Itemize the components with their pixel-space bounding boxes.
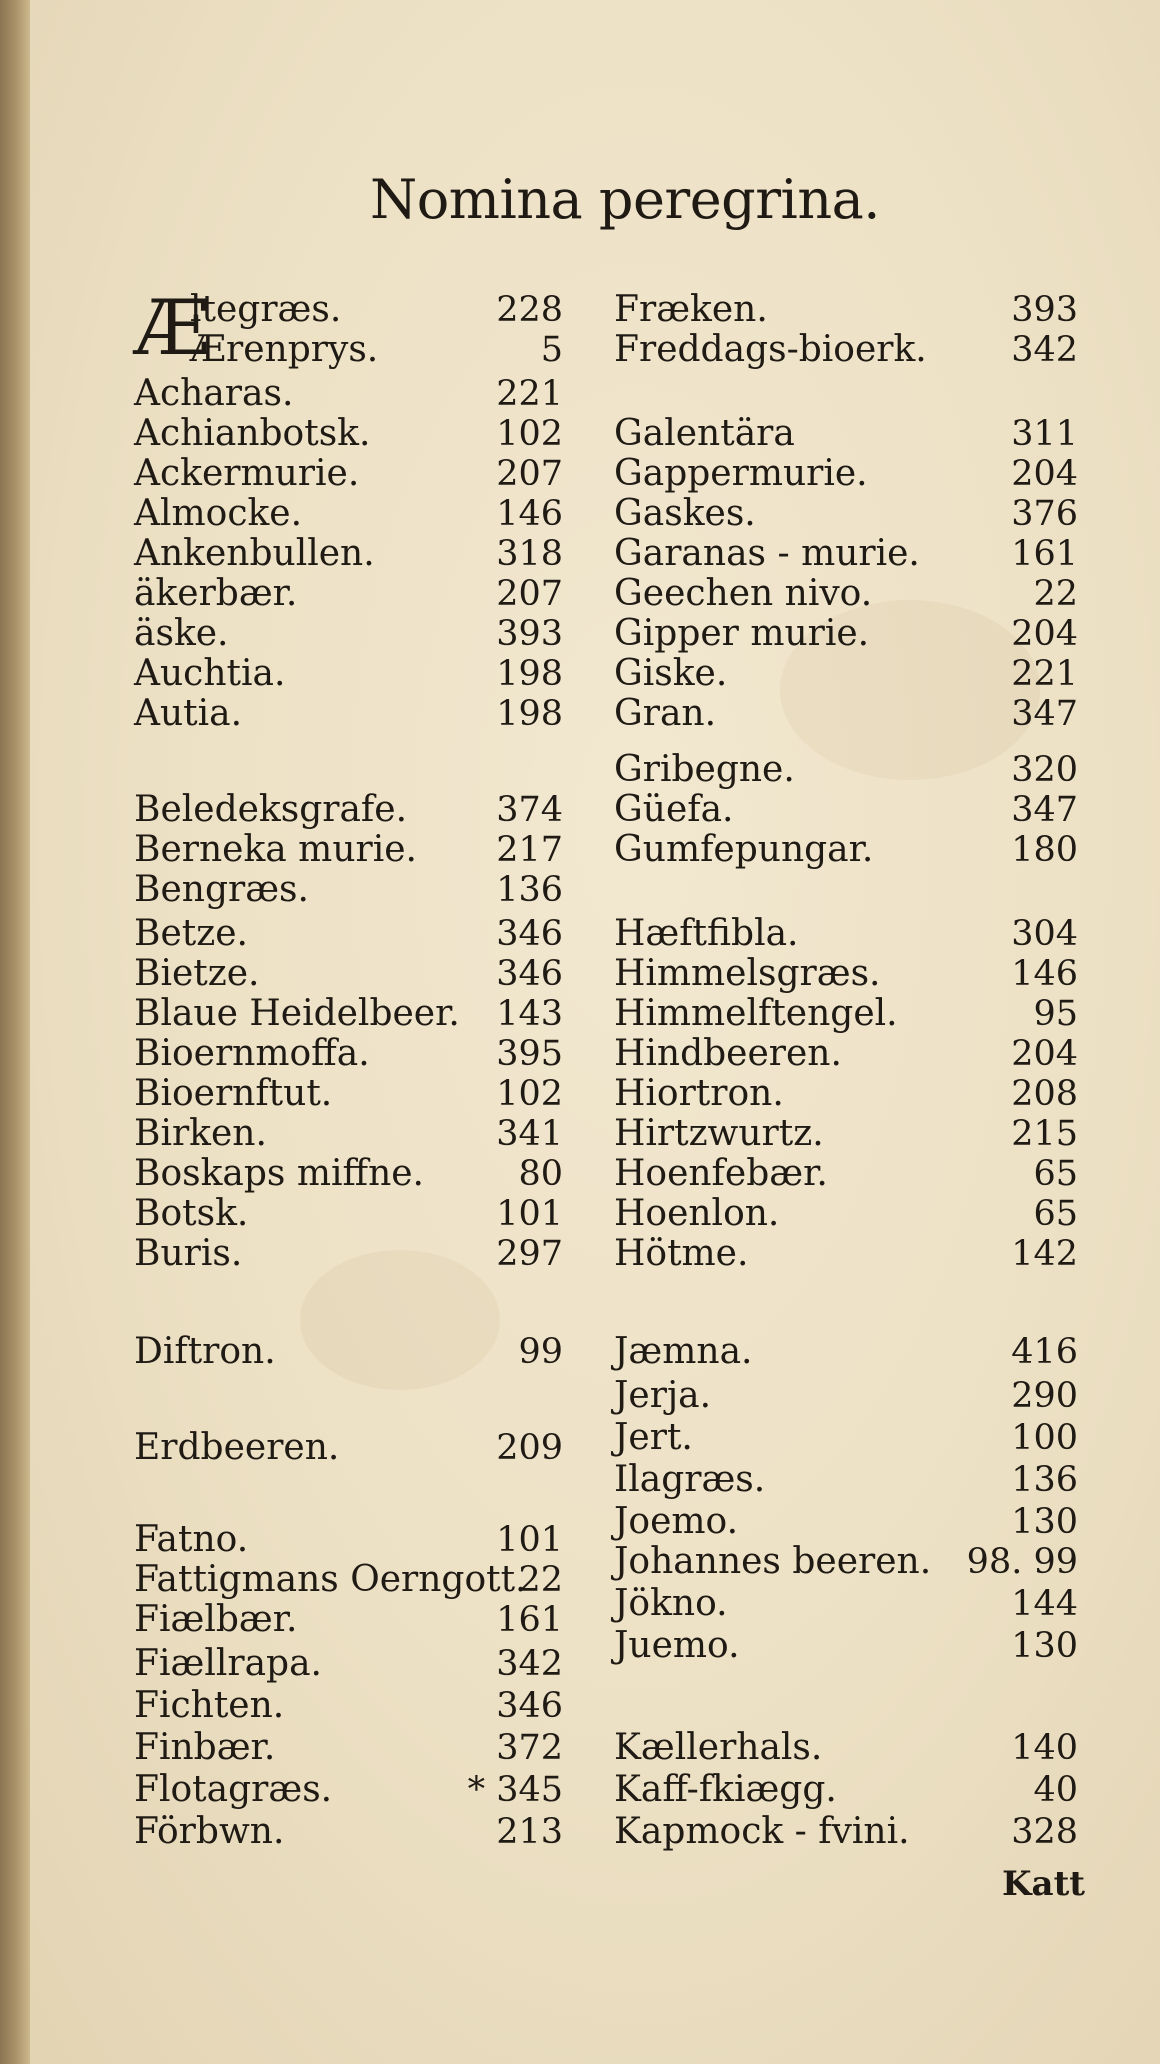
entry-page-number: 374 <box>496 790 563 830</box>
entry-page-number: 320 <box>1011 750 1078 790</box>
entry-page-number: 297 <box>496 1234 563 1274</box>
entry-page-number: 95 <box>1033 994 1078 1034</box>
entry-page-number: 347 <box>1011 790 1078 830</box>
entry-page-number: 143 <box>496 994 563 1034</box>
entry-name: Gappermurie. <box>614 453 868 494</box>
entry-name: Fattigmans Oerngott. <box>134 1559 527 1600</box>
entry-page-number: 217 <box>496 830 563 870</box>
index-entry <box>0 1194 1160 1234</box>
entry-page-number: 146 <box>1011 954 1078 994</box>
entry-page-number: 204 <box>1011 454 1078 494</box>
entry-name: Jökno. <box>614 1583 728 1624</box>
entry-name: Joemo. <box>614 1501 739 1542</box>
entry-page-number: 221 <box>1011 654 1078 694</box>
entry-page-number: 318 <box>496 534 563 574</box>
entry-name: Betze. <box>134 913 248 954</box>
entry-name: äkerbær. <box>134 573 298 614</box>
entry-page-number: 142 <box>1011 1234 1078 1274</box>
entry-name: Gaskes. <box>614 493 756 534</box>
entry-name: Fatno. <box>134 1519 249 1560</box>
index-entry <box>0 1034 1160 1074</box>
index-entry <box>0 1502 1160 1542</box>
index-entry <box>0 454 1160 494</box>
index-entry <box>0 534 1160 574</box>
entry-name: Ærenprys. <box>190 329 379 370</box>
entry-page-number: 204 <box>1011 614 1078 654</box>
entry-page-number: 346 <box>496 954 563 994</box>
entry-name: Hirtzwurtz. <box>614 1113 824 1154</box>
index-entry <box>0 1460 1160 1500</box>
entry-page-number: 342 <box>1011 330 1078 370</box>
entry-page-number: 130 <box>1011 1502 1078 1542</box>
entry-name: Johannes beeren. <box>614 1541 932 1582</box>
entry-page-number: 215 <box>1011 1114 1078 1154</box>
entry-name: Kapmock - fvini. <box>614 1811 910 1852</box>
entry-name: Finbær. <box>134 1727 276 1768</box>
entry-name: Erdbeeren. <box>134 1427 340 1468</box>
entry-name: Hoenfebær. <box>614 1153 828 1194</box>
entry-name: Autia. <box>134 693 243 734</box>
entry-page-number: 130 <box>1011 1626 1078 1666</box>
index-entry <box>0 290 1160 330</box>
entry-page-number: 346 <box>496 1686 563 1726</box>
entry-page-number: 98. 99 <box>966 1542 1078 1582</box>
entry-name: Hötme. <box>614 1233 749 1274</box>
entry-page-number: 40 <box>1033 1770 1078 1810</box>
entry-name: Gipper murie. <box>614 613 870 654</box>
entry-page-number: 136 <box>1011 1460 1078 1500</box>
entry-name: Gran. <box>614 693 717 734</box>
entry-name: Kaff-fkiægg. <box>614 1769 837 1810</box>
entry-page-number: 395 <box>496 1034 563 1074</box>
entry-page-number: 136 <box>496 870 563 910</box>
entry-page-number: 347 <box>1011 694 1078 734</box>
entry-name: Freddags-bioerk. <box>614 329 927 370</box>
index-entry <box>0 614 1160 654</box>
entry-name: Gribegne. <box>614 749 795 790</box>
entry-name: Hæftfibla. <box>614 913 799 954</box>
entry-page-number: 102 <box>496 1074 563 1114</box>
entry-name: Beledeksgrafe. <box>134 789 408 830</box>
entry-name: Giske. <box>614 653 728 694</box>
entry-name: Fræken. <box>614 289 768 330</box>
entry-page-number: 346 <box>496 914 563 954</box>
entry-name: Acharas. <box>134 373 294 414</box>
entry-page-number: 393 <box>496 614 563 654</box>
entry-name: Hoenlon. <box>614 1193 780 1234</box>
entry-name: Ankenbullen. <box>134 533 375 574</box>
entry-page-number: 372 <box>496 1728 563 1768</box>
entry-page-number: 80 <box>518 1154 563 1194</box>
entry-name: Jert. <box>614 1417 693 1458</box>
entry-page-number: 180 <box>1011 830 1078 870</box>
index-entry <box>0 1418 1160 1458</box>
entry-name: Güefa. <box>614 789 734 830</box>
entry-name: Birken. <box>134 1113 267 1154</box>
entry-page-number: 144 <box>1011 1584 1078 1624</box>
entry-name: Fichten. <box>134 1685 285 1726</box>
entry-page-number: 5 <box>540 330 563 370</box>
entry-page-number: 228 <box>496 290 563 330</box>
entry-name: Juemo. <box>614 1625 740 1666</box>
index-entry <box>0 830 1160 870</box>
entry-name: Bietze. <box>134 953 260 994</box>
entry-name: Berneka murie. <box>134 829 417 870</box>
entry-name: Geechen nivo. <box>614 573 873 614</box>
entry-name: Achianbotsk. <box>134 413 371 454</box>
index-entry <box>0 1154 1160 1194</box>
entry-page-number: 102 <box>496 414 563 454</box>
index-entry <box>0 694 1160 734</box>
entry-page-number: 101 <box>496 1194 563 1234</box>
entry-name: Gumfepungar. <box>614 829 874 870</box>
entry-page-number: 101 <box>496 1520 563 1560</box>
index-entry <box>0 1626 1160 1666</box>
entry-name: Hindbeeren. <box>614 1033 842 1074</box>
entry-page-number: 22 <box>1033 574 1078 614</box>
entry-page-number: 198 <box>496 694 563 734</box>
index-entry <box>0 1728 1160 1768</box>
entry-name: Botsk. <box>134 1193 249 1234</box>
entry-page-number: 161 <box>1011 534 1078 574</box>
index-entry <box>0 1584 1160 1624</box>
entry-name: Hiortron. <box>614 1073 784 1114</box>
index-entry <box>0 574 1160 614</box>
entry-page-number: 213 <box>496 1812 563 1852</box>
page-title: Nomina peregrina. <box>370 168 880 231</box>
entry-name: Boskaps miffne. <box>134 1153 425 1194</box>
entry-name: Blaue Heidelbeer. <box>134 993 460 1034</box>
entry-name: Fiælbær. <box>134 1599 298 1640</box>
entry-name: äske. <box>134 613 229 654</box>
index-entry <box>0 954 1160 994</box>
entry-page-number: 290 <box>1011 1376 1078 1416</box>
entry-name: Kællerhals. <box>614 1727 823 1768</box>
entry-name: Garanas - murie. <box>614 533 920 574</box>
index-entry <box>0 1074 1160 1114</box>
index-entry <box>0 1770 1160 1810</box>
entry-page-number: 207 <box>496 574 563 614</box>
entry-page-number: 161 <box>496 1600 563 1640</box>
index-entry <box>0 414 1160 454</box>
entry-name: Ackermurie. <box>134 453 360 494</box>
entry-name: Ilagræs. <box>614 1459 766 1500</box>
entry-page-number: 341 <box>496 1114 563 1154</box>
index-entry <box>0 1376 1160 1416</box>
entry-page-number: 204 <box>1011 1034 1078 1074</box>
catchword: Katt <box>1002 1864 1085 1904</box>
entry-page-number: 342 <box>496 1644 563 1684</box>
index-entry <box>0 494 1160 534</box>
entry-name: Bengræs. <box>134 869 309 910</box>
index-entry <box>0 1812 1160 1852</box>
entry-name: ltegræs. <box>190 289 342 330</box>
entry-name: Almocke. <box>134 493 303 534</box>
entry-page-number: 99 <box>518 1332 563 1372</box>
index-entry <box>0 1234 1160 1274</box>
entry-page-number: 140 <box>1011 1728 1078 1768</box>
entry-page-number: * 345 <box>467 1770 563 1810</box>
entry-name: Himmelsgræs. <box>614 953 881 994</box>
index-entry <box>0 790 1160 830</box>
entry-name: Auchtia. <box>134 653 286 694</box>
entry-page-number: 221 <box>496 374 563 414</box>
entry-page-number: 22 <box>518 1560 563 1600</box>
index-entry <box>0 1542 1160 1582</box>
entry-name: Jerja. <box>614 1375 712 1416</box>
entry-name: Bioernmoffa. <box>134 1033 370 1074</box>
entry-page-number: 311 <box>1011 414 1078 454</box>
entry-name: Fiællrapa. <box>134 1643 322 1684</box>
entry-page-number: 65 <box>1033 1154 1078 1194</box>
index-entry <box>0 654 1160 694</box>
entry-page-number: 208 <box>1011 1074 1078 1114</box>
entry-page-number: 65 <box>1033 1194 1078 1234</box>
entry-page-number: 393 <box>1011 290 1078 330</box>
entry-page-number: 376 <box>1011 494 1078 534</box>
entry-page-number: 100 <box>1011 1418 1078 1458</box>
entry-page-number: 416 <box>1011 1332 1078 1372</box>
entry-name: Himmelftengel. <box>614 993 898 1034</box>
entry-page-number: 328 <box>1011 1812 1078 1852</box>
entry-name: Bioernftut. <box>134 1073 333 1114</box>
index-entry <box>0 1114 1160 1154</box>
entry-page-number: 146 <box>496 494 563 534</box>
entry-page-number: 198 <box>496 654 563 694</box>
index-entry <box>0 750 1160 790</box>
initial-letter: Æ <box>134 283 211 372</box>
entry-page-number: 207 <box>496 454 563 494</box>
entry-page-number: 209 <box>496 1428 563 1468</box>
entry-name: Buris. <box>134 1233 243 1274</box>
index-entry <box>0 330 1160 370</box>
entry-name: Diftron. <box>134 1331 276 1372</box>
entry-name: Flotagræs. <box>134 1769 333 1810</box>
index-entry <box>0 914 1160 954</box>
entry-name: Galentära <box>614 413 795 454</box>
entry-name: Jæmna. <box>614 1331 753 1372</box>
entry-name: Förbwn. <box>134 1811 285 1852</box>
index-entry <box>0 1332 1160 1372</box>
entry-page-number: 304 <box>1011 914 1078 954</box>
index-entry <box>0 994 1160 1034</box>
